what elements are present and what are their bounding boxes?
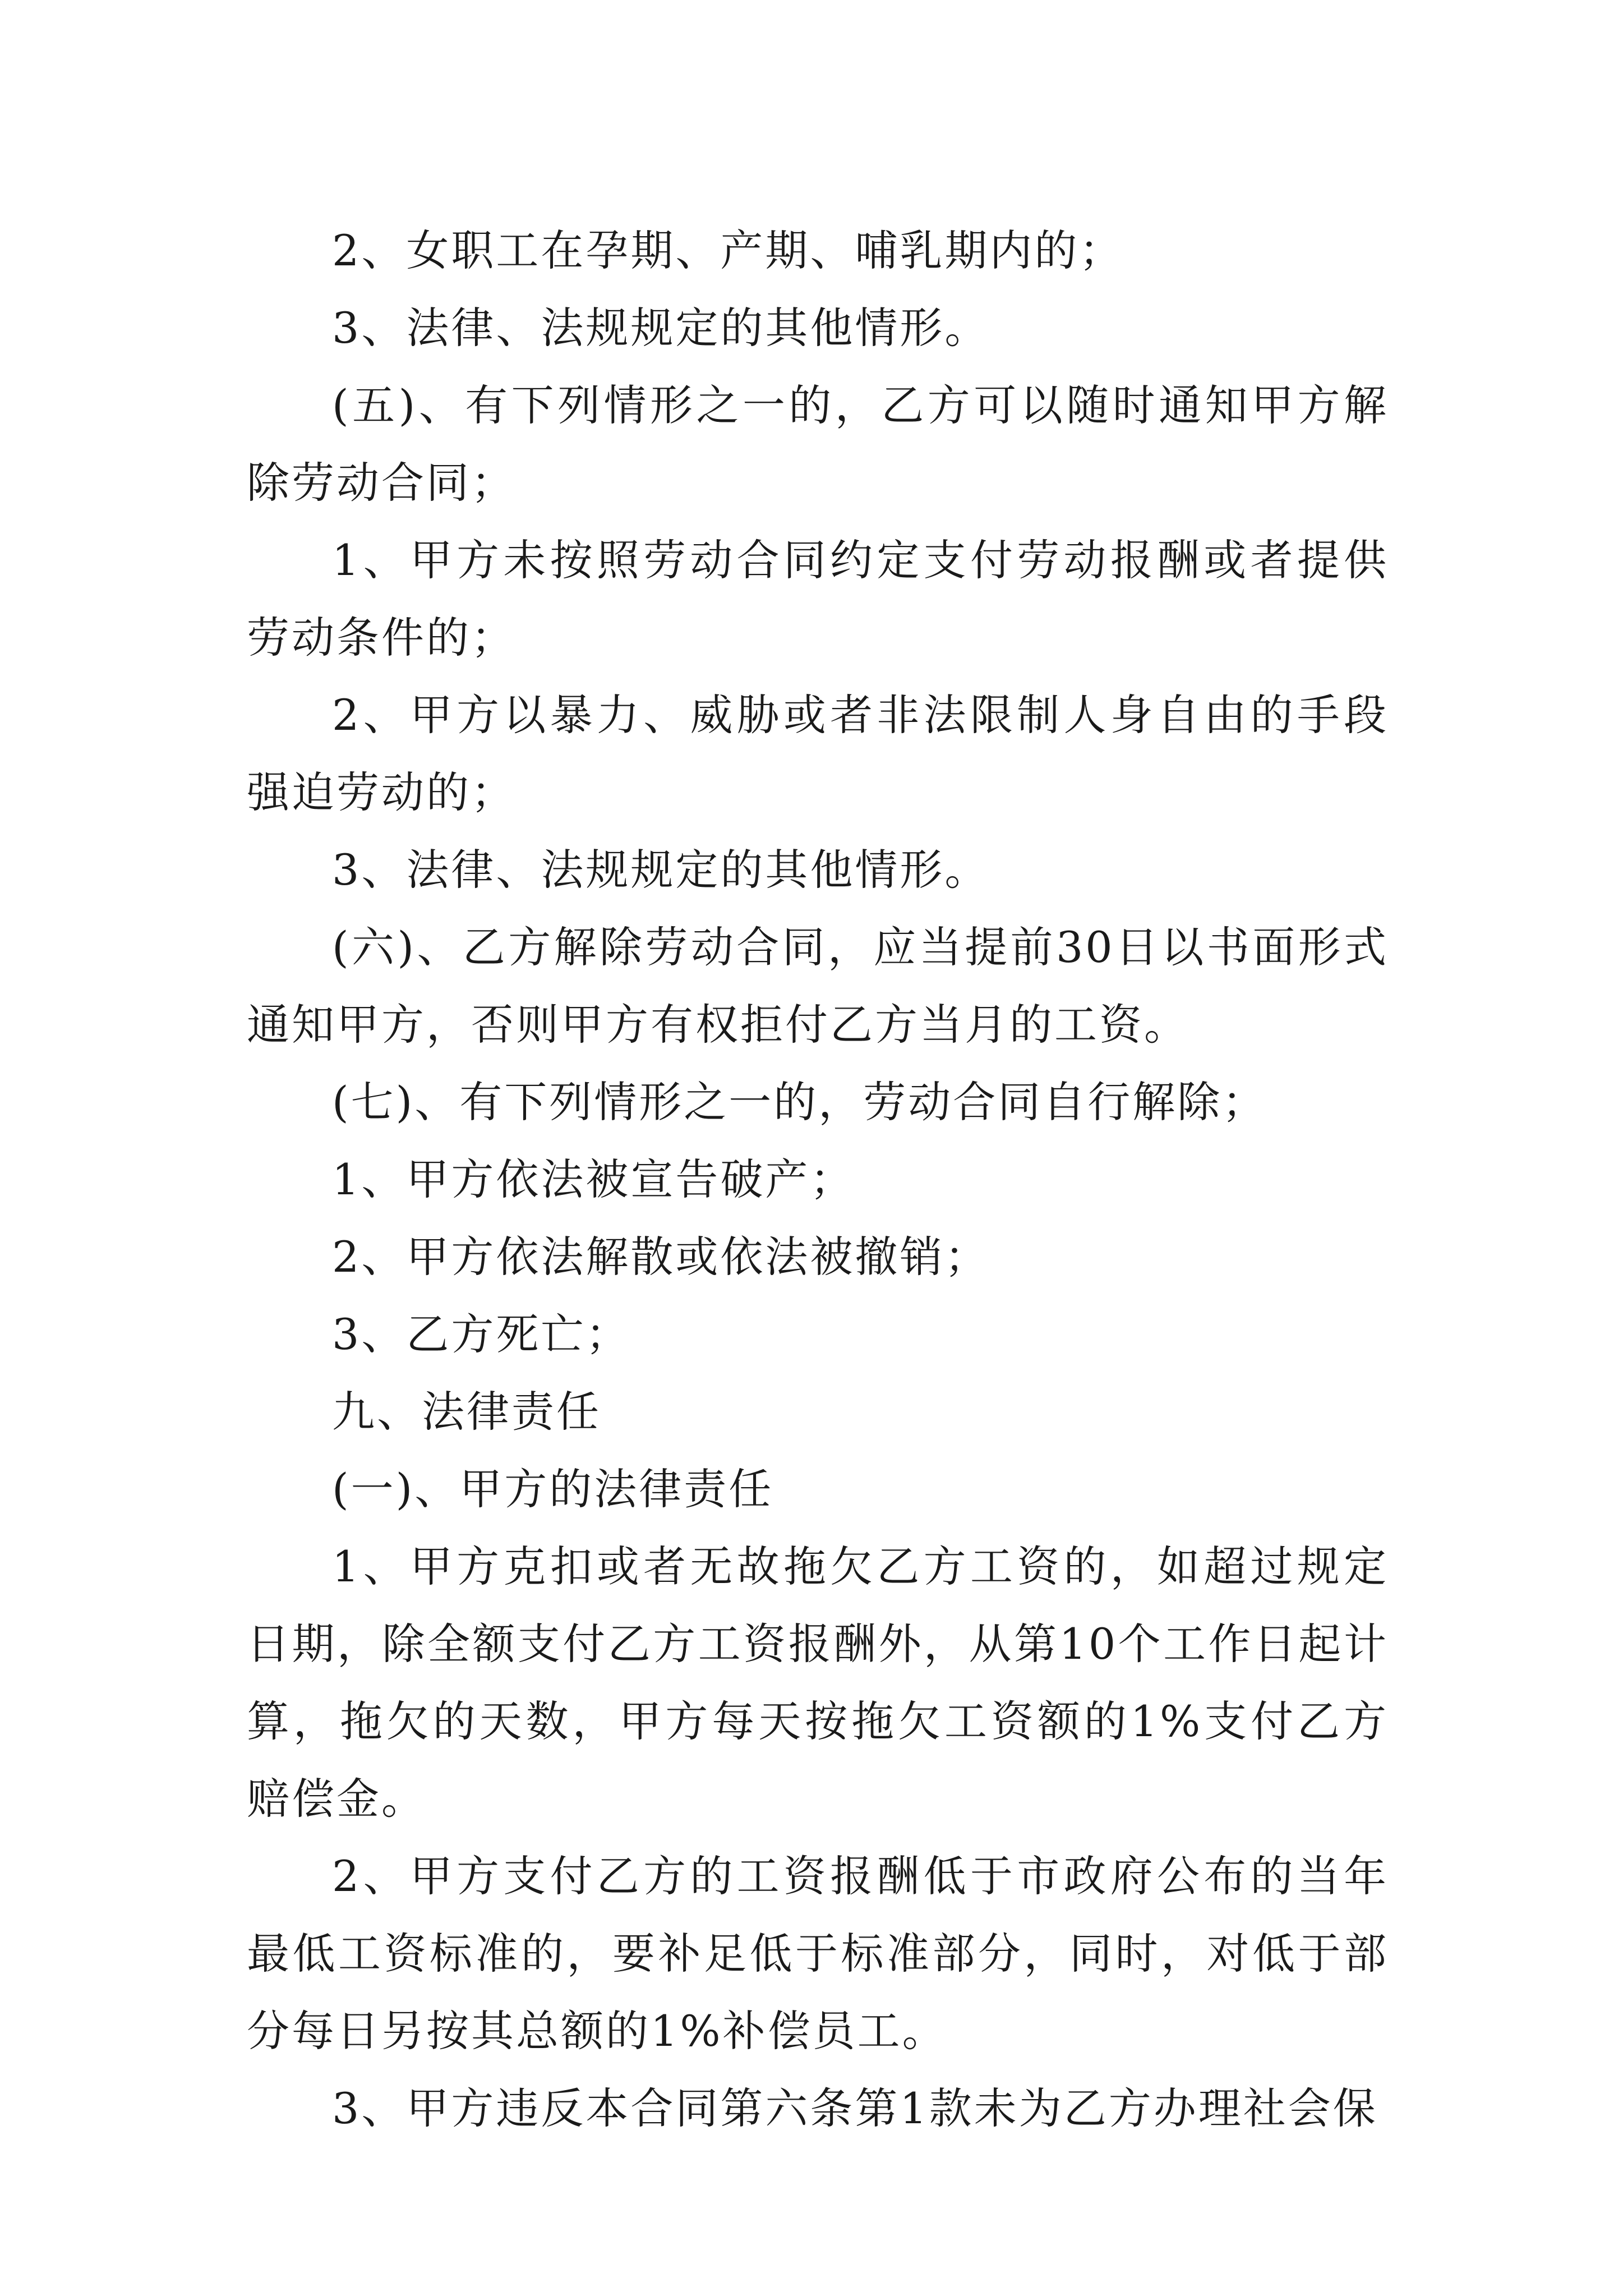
- paragraph-clause-1-payment: 1、甲方未按照劳动合同约定支付劳动报酬或者提供劳动条件的；: [247, 535, 1389, 662]
- paragraph-clause-3-other: 3、法律、法规规定的其他情形。: [332, 303, 990, 353]
- paragraph-clause-3-other-2: 3、法律、法规规定的其他情形。: [332, 845, 990, 895]
- heading-party-a-liability: (一)、甲方的法律责任: [332, 1464, 774, 1514]
- paragraph-clause-1-bankruptcy: 1、甲方依法被宣告破产；: [332, 1154, 855, 1204]
- paragraph-section-7: (七)、有下列情形之一的，劳动合同自行解除；: [332, 1077, 1267, 1127]
- paragraph-clause-2-dissolution: 2、甲方依法解散或依法被撤销；: [332, 1232, 990, 1282]
- paragraph-section-6: (六)、乙方解除劳动合同，应当提前30日以书面形式通知甲方，否则甲方有权拒付乙方当月的工资。: [247, 922, 1389, 1050]
- paragraph-liability-3-social-insurance: 3、甲方违反本合同第六条第1款未为乙方办理社会保: [332, 2083, 1378, 2133]
- paragraph-section-5: (五)、有下列情形之一的，乙方可以随时通知甲方解除劳动合同；: [247, 380, 1389, 508]
- paragraph-liability-1-wages: 1、甲方克扣或者无故拖欠乙方工资的，如超过规定日期，除全额支付乙方工资报酬外，从第10个工作日起计算，拖欠的天数，甲方每天按拖欠工资额的1%支付乙方赔偿金。: [247, 1542, 1389, 1824]
- paragraph-clause-3-death: 3、乙方死亡；: [332, 1309, 631, 1359]
- paragraph-clause-2-pregnancy: 2、女职工在孕期、产期、哺乳期内的；: [332, 226, 1124, 275]
- paragraph-liability-2-minimum-wage: 2、甲方支付乙方的工资报酬低于市政府公布的当年最低工资标准的，要补足低于标准部分，同时，对低于部分每日另按其总额的1%补偿员工。: [247, 1851, 1389, 2056]
- heading-legal-liability: 九、法律责任: [332, 1387, 601, 1437]
- paragraph-clause-2-forced-labor: 2、甲方以暴力、威胁或者非法限制人身自由的手段强迫劳动的；: [247, 690, 1389, 817]
- document-body: [247, 212, 1389, 2147]
